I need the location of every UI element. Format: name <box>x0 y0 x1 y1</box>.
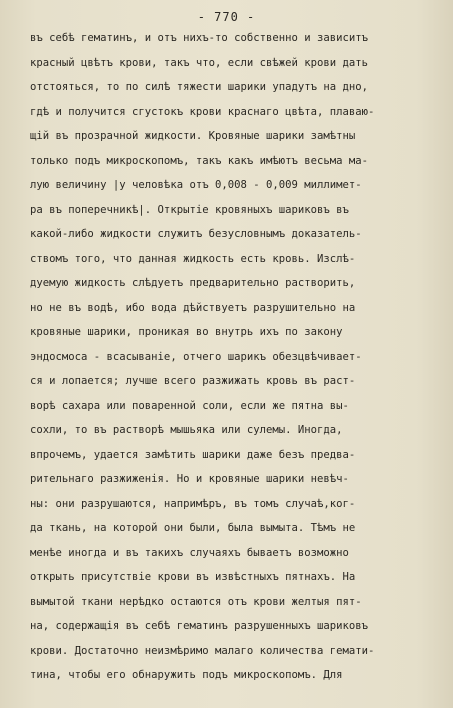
text-line: менѣе иногда и въ такихъ случаяхъ бываетъ возможно <box>30 546 349 559</box>
text-line: на, содержащія въ себѣ гематинъ разрушенныхъ шариковъ <box>30 620 369 632</box>
text-line: щій въ прозрачной жидкости. Кровяные шарики замѣтны <box>30 130 356 142</box>
text-line: крови. Достаточно неизмѣримо малаго количества гемати- <box>30 644 375 657</box>
text-line: эндосмоса - всасываніе, отчего шарикъ обезцвѣчивает- <box>30 350 362 363</box>
text-line: отстояться, то по силѣ тяжести шарики упадутъ на дно, <box>30 81 369 93</box>
text-line: тина, чтобы его обнаружить подъ микроскопомъ. Для <box>30 669 343 681</box>
text-line: ра въ поперечникѣ|. Открытіе кровяныхъ шариковъ въ <box>30 203 349 216</box>
text-line: рительнаго разжиженія. Но и кровяные шарики невѣч- <box>30 473 349 485</box>
text-line: въ себѣ гематинъ, и отъ нихъ-то собственно и зависитъ <box>30 32 369 44</box>
text-line: открыть присутствіе крови въ извѣстныхъ пятнахъ. На <box>30 571 356 583</box>
text-line: ворѣ сахара или поваренной соли, если же пятна вы- <box>30 399 349 412</box>
text-line: лую величину |у человѣка отъ 0,008 - 0,009 миллимет- <box>30 179 362 191</box>
text-line: да ткань, на которой они были, была вымыта. Тѣмъ не <box>30 522 356 534</box>
text-line: впрочемъ, удается замѣтить шарики даже безъ предва- <box>30 448 356 461</box>
text-line: дуемую жидкость слѣдуетъ предварительно растворить, <box>30 277 356 289</box>
text-line: ны: они разрушаются, напримѣръ, въ томъ случаѣ,ког- <box>30 497 356 510</box>
text-line: но не въ водѣ, ибо вода дѣйствуетъ разрушительно на <box>30 301 356 314</box>
text-line: ствомъ того, что данная жидкость есть кровь. Изслѣ- <box>30 252 356 265</box>
text-line: ся и лопается; лучше всего разжижать кровь въ раст- <box>30 375 356 387</box>
text-line: красный цвѣтъ крови, такъ что, если свѣжей крови дать <box>30 56 369 69</box>
text-line: какой-либо жидкости служитъ безусловнымъ доказатель- <box>30 228 362 240</box>
page-number: - 770 - <box>197 10 256 24</box>
text-line: кровяные шарики, проникая во внутрь ихъ по закону <box>30 326 343 338</box>
text-line: только подъ микроскопомъ, такъ какъ имѣютъ весьма ма- <box>30 154 369 167</box>
text-line: гдѣ и получится сгустокъ крови краснаго цвѣта, плаваю- <box>30 105 375 118</box>
text-line: сохли, то въ растворѣ мышьяка или сулемы. Иногда, <box>30 424 343 436</box>
text-line: вымытой ткани нерѣдко остаются отъ крови желтыя пят- <box>30 595 362 608</box>
body-text <box>30 26 435 688</box>
